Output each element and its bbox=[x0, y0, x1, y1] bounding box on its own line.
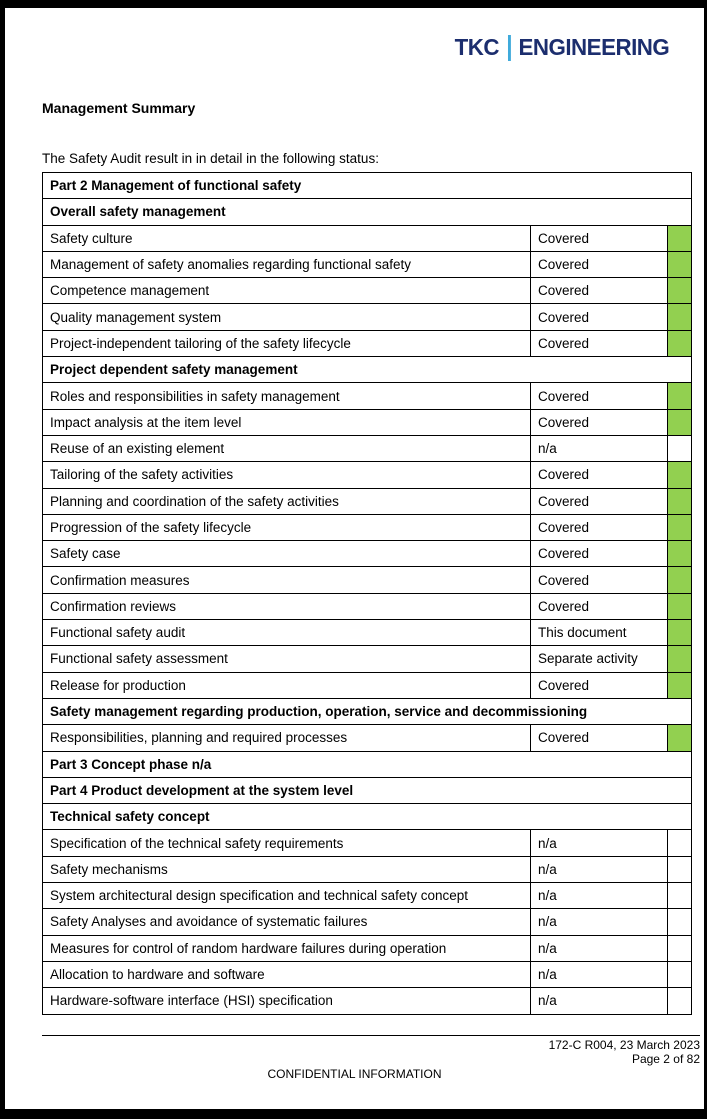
status-indicator-empty bbox=[668, 856, 692, 882]
table-row bbox=[43, 856, 692, 882]
status-indicator-green bbox=[668, 567, 692, 593]
status-indicator-green bbox=[668, 278, 692, 304]
status-indicator-green bbox=[668, 514, 692, 540]
item-label-cell: Safety case bbox=[43, 541, 531, 567]
status-cell: Covered bbox=[531, 672, 668, 698]
section-label: Project dependent safety management bbox=[43, 357, 692, 383]
status-indicator-green bbox=[668, 725, 692, 751]
section-label: Technical safety concept bbox=[43, 804, 692, 830]
table-row bbox=[43, 330, 692, 356]
table-row bbox=[43, 620, 692, 646]
section-label: Part 3 Concept phase n/a bbox=[43, 751, 692, 777]
company-logo bbox=[454, 34, 669, 61]
item-label-cell: Functional safety audit bbox=[43, 620, 531, 646]
item-label-cell: Competence management bbox=[43, 278, 531, 304]
status-cell: n/a bbox=[531, 830, 668, 856]
table-row bbox=[43, 909, 692, 935]
document-page bbox=[5, 8, 704, 1109]
status-indicator-green bbox=[668, 488, 692, 514]
table-row bbox=[43, 830, 692, 856]
item-label-cell: Allocation to hardware and software bbox=[43, 961, 531, 987]
status-cell: n/a bbox=[531, 435, 668, 461]
status-indicator-green bbox=[668, 620, 692, 646]
item-label-cell: Roles and responsibilities in safety management bbox=[43, 383, 531, 409]
status-indicator-green bbox=[668, 409, 692, 435]
logo-separator-bar-icon bbox=[507, 35, 510, 61]
status-indicator-green bbox=[668, 251, 692, 277]
status-indicator-green bbox=[668, 383, 692, 409]
item-label-cell: Impact analysis at the item level bbox=[43, 409, 531, 435]
status-cell: Covered bbox=[531, 251, 668, 277]
item-label-cell: Reuse of an existing element bbox=[43, 435, 531, 461]
status-indicator-green bbox=[668, 304, 692, 330]
table-row bbox=[43, 251, 692, 277]
status-cell: Covered bbox=[531, 304, 668, 330]
item-label-cell: Tailoring of the safety activities bbox=[43, 462, 531, 488]
section-label: Part 4 Product development at the system level bbox=[43, 777, 692, 803]
logo-text-engineering: ENGINEERING bbox=[518, 34, 669, 60]
section-row bbox=[43, 173, 692, 199]
table-row bbox=[43, 304, 692, 330]
table-row bbox=[43, 278, 692, 304]
table-row bbox=[43, 541, 692, 567]
table-row bbox=[43, 935, 692, 961]
audit-table-body bbox=[43, 173, 692, 1015]
status-cell: Covered bbox=[531, 278, 668, 304]
status-cell: n/a bbox=[531, 988, 668, 1014]
status-indicator-empty bbox=[668, 883, 692, 909]
table-row bbox=[43, 672, 692, 698]
item-label-cell: Progression of the safety lifecycle bbox=[43, 514, 531, 540]
status-cell: Covered bbox=[531, 409, 668, 435]
item-label-cell: Confirmation reviews bbox=[43, 593, 531, 619]
table-row bbox=[43, 462, 692, 488]
item-label-cell: Release for production bbox=[43, 672, 531, 698]
status-cell: Covered bbox=[531, 514, 668, 540]
footer-page-number: Page 2 of 82 bbox=[631, 1051, 700, 1066]
section-row bbox=[43, 777, 692, 803]
status-cell: n/a bbox=[531, 909, 668, 935]
status-indicator-green bbox=[668, 541, 692, 567]
item-label-cell: Management of safety anomalies regarding functional safety bbox=[43, 251, 531, 277]
table-row bbox=[43, 514, 692, 540]
section-row bbox=[43, 199, 692, 225]
status-cell: Covered bbox=[531, 330, 668, 356]
logo-text-tkc: TKC bbox=[454, 34, 499, 60]
intro-text: The Safety Audit result in in detail in the following status: bbox=[42, 151, 379, 166]
status-cell: This document bbox=[531, 620, 668, 646]
table-row bbox=[43, 225, 692, 251]
table-row bbox=[43, 567, 692, 593]
section-row bbox=[43, 751, 692, 777]
status-indicator-empty bbox=[668, 830, 692, 856]
table-row bbox=[43, 961, 692, 987]
table-row bbox=[43, 409, 692, 435]
status-indicator-empty bbox=[668, 988, 692, 1014]
item-label-cell: Safety mechanisms bbox=[43, 856, 531, 882]
status-cell: n/a bbox=[531, 883, 668, 909]
section-label: Part 2 Management of functional safety bbox=[43, 173, 692, 199]
table-row bbox=[43, 593, 692, 619]
status-cell: Covered bbox=[531, 567, 668, 593]
status-cell: n/a bbox=[531, 935, 668, 961]
item-label-cell: Measures for control of random hardware failures during operation bbox=[43, 935, 531, 961]
item-label-cell: Safety Analyses and avoidance of systematic failures bbox=[43, 909, 531, 935]
item-label-cell: Responsibilities, planning and required processes bbox=[43, 725, 531, 751]
status-indicator-green bbox=[668, 593, 692, 619]
table-row bbox=[43, 488, 692, 514]
status-indicator-empty bbox=[668, 961, 692, 987]
status-cell: n/a bbox=[531, 961, 668, 987]
table-row bbox=[43, 383, 692, 409]
section-label: Overall safety management bbox=[43, 199, 692, 225]
item-label-cell: Project-independent tailoring of the safety lifecycle bbox=[43, 330, 531, 356]
page-title: Management Summary bbox=[42, 100, 196, 116]
section-row bbox=[43, 357, 692, 383]
table-row bbox=[43, 883, 692, 909]
footer-doc-ref: 172-C R004, 23 March 2023 bbox=[548, 1038, 700, 1052]
item-label-cell: Confirmation measures bbox=[43, 567, 531, 593]
status-indicator-green bbox=[668, 672, 692, 698]
status-cell: Covered bbox=[531, 462, 668, 488]
table-row bbox=[43, 435, 692, 461]
status-indicator-empty bbox=[668, 909, 692, 935]
confidential-notice: CONFIDENTIAL INFORMATION bbox=[267, 1067, 442, 1081]
status-cell: Covered bbox=[531, 225, 668, 251]
status-cell: Covered bbox=[531, 541, 668, 567]
status-cell: Covered bbox=[531, 593, 668, 619]
item-label-cell: Safety culture bbox=[43, 225, 531, 251]
status-cell: n/a bbox=[531, 856, 668, 882]
item-label-cell: Hardware-software interface (HSI) specification bbox=[43, 988, 531, 1014]
item-label-cell: Quality management system bbox=[43, 304, 531, 330]
status-indicator-green bbox=[668, 225, 692, 251]
section-row bbox=[43, 698, 692, 724]
table-row bbox=[43, 988, 692, 1014]
status-indicator-green bbox=[668, 330, 692, 356]
table-row bbox=[43, 646, 692, 672]
item-label-cell: Functional safety assessment bbox=[43, 646, 531, 672]
footer bbox=[42, 1035, 700, 1066]
status-cell: Covered bbox=[531, 383, 668, 409]
item-label-cell: System architectural design specification and technical safety concept bbox=[43, 883, 531, 909]
status-indicator-green bbox=[668, 646, 692, 672]
status-indicator-empty bbox=[668, 935, 692, 961]
table-row bbox=[43, 725, 692, 751]
status-indicator-green bbox=[668, 462, 692, 488]
status-cell: Covered bbox=[531, 488, 668, 514]
item-label-cell: Planning and coordination of the safety activities bbox=[43, 488, 531, 514]
section-label: Safety management regarding production, operation, service and decommissioning bbox=[43, 698, 692, 724]
item-label-cell: Specification of the technical safety requirements bbox=[43, 830, 531, 856]
audit-status-table bbox=[42, 172, 692, 1015]
status-cell: Separate activity bbox=[531, 646, 668, 672]
status-cell: Covered bbox=[531, 725, 668, 751]
section-row bbox=[43, 804, 692, 830]
status-indicator-empty bbox=[668, 435, 692, 461]
